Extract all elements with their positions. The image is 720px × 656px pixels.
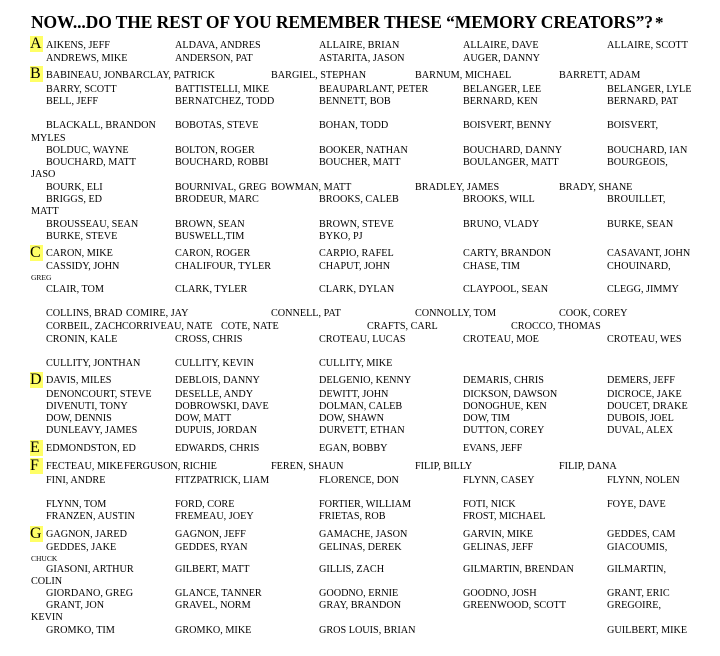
- name-entry: DAVIS, MILES: [46, 375, 112, 386]
- name-entry: DONOGHUE, KEN: [463, 401, 547, 412]
- name-entry: COOK, COREY: [559, 308, 628, 319]
- name-entry: AUGER, DANNY: [463, 53, 540, 64]
- name-entry: BARGIEL, STEPHAN: [271, 70, 367, 81]
- name-entry: FREMEAU, JOEY: [175, 511, 254, 522]
- name-row: [0, 375, 720, 387]
- name-entry: BELANGER, LYLE: [607, 84, 692, 95]
- name-entry: BOISVERT, BENNY: [463, 120, 552, 131]
- page-title: NOW...DO THE REST OF YOU REMEMBER THESE “MEMORY CREATORS”?: [31, 12, 653, 32]
- name-row: [0, 625, 720, 637]
- name-entry: GREGOIRE,: [607, 600, 662, 611]
- name-row: [0, 96, 720, 108]
- name-entry: BRADLEY, JAMES: [415, 182, 500, 193]
- name-entry: DUTTON, COREY: [463, 425, 545, 436]
- name-entry: FECTEAU, MIKE: [46, 461, 123, 472]
- name-entry: GAMACHE, JASON: [319, 529, 408, 540]
- name-entry: GAGNON, JARED: [46, 529, 127, 540]
- name-entry: FOTI, NICK: [463, 499, 516, 510]
- name-entry: CASAVANT, JOHN: [607, 248, 691, 259]
- name-row: [0, 401, 720, 413]
- name-entry: BURKE, SEAN: [607, 219, 674, 230]
- name-entry: BENNETT, BOB: [319, 96, 391, 107]
- name-entry: DUPUIS, JORDAN: [175, 425, 258, 436]
- name-entry: DOW, DENNIS: [46, 413, 112, 424]
- name-row: [0, 145, 720, 157]
- name-entry: GROMKO, TIM: [46, 625, 115, 636]
- name-entry: FILIP, DANA: [559, 461, 617, 472]
- name-entry: DESELLE, ANDY: [175, 389, 254, 400]
- name-row: [0, 308, 720, 320]
- name-entry: BROOKS, CALEB: [319, 194, 399, 205]
- name-entry: BOURGEOIS,: [607, 157, 668, 168]
- letter-label-f: F: [30, 458, 43, 474]
- name-entry: BRUNO, VLADY: [463, 219, 540, 230]
- name-entry: CROTEAU, LUCAS: [319, 334, 406, 345]
- name-entry: GILMARTIN,: [607, 564, 667, 575]
- name-entry: FRIETAS, ROB: [319, 511, 386, 522]
- name-entry: CONNOLLY, TOM: [415, 308, 497, 319]
- name-entry: ANDERSON, PAT: [175, 53, 253, 64]
- name-row: [0, 511, 720, 523]
- name-entry: BARCLAY, PATRICK: [122, 70, 216, 81]
- letter-label-g: G: [30, 525, 42, 542]
- name-entry: CARPIO, RAFEL: [319, 248, 394, 259]
- name-entry: GUILBERT, MIKE: [607, 625, 688, 636]
- name-overflow: CHUCK: [31, 554, 58, 563]
- name-entry: BOHAN, TODD: [319, 120, 389, 131]
- name-entry: BROWN, STEVE: [319, 219, 394, 230]
- name-entry: CHAPUT, JOHN: [319, 261, 391, 272]
- name-entry: BERNARD, KEN: [463, 96, 538, 107]
- name-entry: GROMKO, MIKE: [175, 625, 252, 636]
- name-row: [0, 261, 720, 273]
- name-entry: BRADY, SHANE: [559, 182, 633, 193]
- name-row: [0, 612, 720, 624]
- name-entry: BRODEUR, MARC: [175, 194, 259, 205]
- name-entry: ALLAIRE, BRIAN: [319, 40, 400, 51]
- name-entry: BOUCHARD, DANNY: [463, 145, 563, 156]
- name-entry: COMIRE, JAY: [126, 308, 189, 319]
- name-entry: BERNARD, PAT: [607, 96, 678, 107]
- letter-label-e: E: [30, 440, 43, 456]
- name-entry: BARRY, SCOTT: [46, 84, 117, 95]
- name-entry: CARON, ROGER: [175, 248, 251, 259]
- name-entry: GARVIN, MIKE: [463, 529, 533, 540]
- name-row: [0, 321, 720, 333]
- name-entry: CROTEAU, MOE: [463, 334, 539, 345]
- name-entry: BOLTON, ROGER: [175, 145, 255, 156]
- name-entry: DUVAL, ALEX: [607, 425, 674, 436]
- name-entry: FRANZEN, AUSTIN: [46, 511, 135, 522]
- name-entry: CHASE, TIM: [463, 261, 520, 272]
- name-overflow: GREG: [31, 273, 52, 282]
- name-entry: COTE, NATE: [221, 321, 279, 332]
- name-row: [0, 231, 720, 243]
- name-entry: GLANCE, TANNER: [175, 588, 262, 599]
- name-entry: GOODNO, ERNIE: [319, 588, 399, 599]
- name-entry: FILIP, BILLY: [415, 461, 473, 472]
- name-entry: CROTEAU, WES: [607, 334, 682, 345]
- name-entry: FORD, CORE: [175, 499, 235, 510]
- name-entry: CLARK, TYLER: [175, 284, 248, 295]
- name-row: [0, 413, 720, 425]
- letter-label-b: B: [30, 66, 43, 82]
- name-row: [0, 499, 720, 511]
- name-row: [0, 169, 720, 181]
- name-entry: EGAN, BOBBY: [319, 443, 388, 454]
- name-row: [0, 542, 720, 554]
- name-entry: DEBLOIS, DANNY: [175, 375, 260, 386]
- name-entry: BOWMAN, MATT: [271, 182, 352, 193]
- name-entry: GRANT, ERIC: [607, 588, 670, 599]
- name-overflow: JASO: [31, 169, 56, 180]
- name-row: [0, 120, 720, 132]
- name-entry: EDWARDS, CHRIS: [175, 443, 260, 454]
- name-entry: ASTARITA, JASON: [319, 53, 405, 64]
- name-row: [0, 219, 720, 231]
- name-entry: FROST, MICHAEL: [463, 511, 546, 522]
- name-entry: BARRETT, ADAM: [559, 70, 641, 81]
- name-entry: BARNUM, MICHAEL: [415, 70, 512, 81]
- name-entry: BOISVERT,: [607, 120, 658, 131]
- name-entry: BROWN, SEAN: [175, 219, 245, 230]
- name-entry: GILMARTIN, BRENDAN: [463, 564, 574, 575]
- name-entry: DENONCOURT, STEVE: [46, 389, 152, 400]
- name-entry: CASSIDY, JOHN: [46, 261, 120, 272]
- name-entry: BOUCHER, MATT: [319, 157, 401, 168]
- name-entry: DEMERS, JEFF: [607, 375, 675, 386]
- name-entry: ANDREWS, MIKE: [46, 53, 128, 64]
- name-row: [0, 443, 720, 455]
- name-entry: GRANT, JON: [46, 600, 105, 611]
- name-entry: GEDDES, JAKE: [46, 542, 117, 553]
- name-row: [0, 600, 720, 612]
- name-entry: BOUCHARD, MATT: [46, 157, 136, 168]
- name-entry: GOODNO, JOSH: [463, 588, 537, 599]
- name-entry: DEMARIS, CHRIS: [463, 375, 544, 386]
- name-overflow: COLIN: [31, 576, 63, 587]
- name-entry: DURVETT, ETHAN: [319, 425, 405, 436]
- name-entry: CORBEIL, ZACH: [46, 321, 123, 332]
- name-entry: CROCCO, THOMAS: [511, 321, 601, 332]
- name-entry: CHALIFOUR, TYLER: [175, 261, 272, 272]
- name-entry: DOBROWSKI, DAVE: [175, 401, 269, 412]
- name-entry: CULLITY, MIKE: [319, 358, 393, 369]
- name-row: [0, 334, 720, 346]
- name-entry: CROSS, CHRIS: [175, 334, 243, 345]
- name-row: [0, 529, 720, 541]
- name-entry: BELANGER, LEE: [463, 84, 542, 95]
- letter-label-a: A: [30, 35, 42, 52]
- name-row: [0, 194, 720, 206]
- name-row: [0, 133, 720, 145]
- name-row: [0, 206, 720, 218]
- name-entry: AIKENS, JEFF: [46, 40, 110, 51]
- name-row: [0, 40, 720, 52]
- name-entry: BRIGGS, ED: [46, 194, 103, 205]
- name-entry: BATTISTELLI, MIKE: [175, 84, 269, 95]
- name-entry: CULLITY, KEVIN: [175, 358, 255, 369]
- name-row: [0, 425, 720, 437]
- name-entry: CLAIR, TOM: [46, 284, 104, 295]
- name-entry: GREENWOOD, SCOTT: [463, 600, 566, 611]
- name-entry: GROS LOUIS, BRIAN: [319, 625, 416, 636]
- name-entry: CLARK, DYLAN: [319, 284, 395, 295]
- name-entry: BOBOTAS, STEVE: [175, 120, 259, 131]
- name-entry: FEREN, SHAUN: [271, 461, 344, 472]
- name-entry: DOW, MATT: [175, 413, 232, 424]
- name-entry: BROUSSEAU, SEAN: [46, 219, 139, 230]
- name-entry: GIACOUMIS,: [607, 542, 668, 553]
- name-entry: CARTY, BRANDON: [463, 248, 552, 259]
- name-entry: BOUCHARD, ROBBI: [175, 157, 269, 168]
- name-entry: FLYNN, TOM: [46, 499, 107, 510]
- letter-label-d: D: [30, 371, 42, 388]
- name-entry: DUBOIS, JOEL: [607, 413, 674, 424]
- name-entry: FORTIER, WILLIAM: [319, 499, 412, 510]
- name-row: [0, 157, 720, 169]
- name-entry: DOLMAN, CALEB: [319, 401, 403, 412]
- name-entry: CLEGG, JIMMY: [607, 284, 679, 295]
- name-entry: EDMONDSTON, ED: [46, 443, 136, 454]
- name-entry: CLAYPOOL, SEAN: [463, 284, 549, 295]
- name-entry: GRAVEL, NORM: [175, 600, 251, 611]
- name-entry: BURKE, STEVE: [46, 231, 118, 242]
- asterisk-mark: *: [655, 13, 664, 32]
- name-entry: CRAFTS, CARL: [367, 321, 438, 332]
- name-entry: BLACKALL, BRANDON: [46, 120, 156, 131]
- name-row: [0, 53, 720, 65]
- name-entry: GIASONI, ARTHUR: [46, 564, 134, 575]
- name-entry: GEDDES, CAM: [607, 529, 676, 540]
- name-entry: BOULANGER, MATT: [463, 157, 559, 168]
- name-overflow: MYLES: [31, 133, 66, 144]
- name-entry: GIORDANO, GREG: [46, 588, 134, 599]
- name-row: [0, 358, 720, 370]
- name-entry: COLLINS, BRAD: [46, 308, 123, 319]
- name-entry: DOUCET, DRAKE: [607, 401, 688, 412]
- name-entry: EVANS, JEFF: [463, 443, 523, 454]
- name-entry: ALLAIRE, DAVE: [463, 40, 539, 51]
- name-entry: BOLDUC, WAYNE: [46, 145, 129, 156]
- name-entry: BROOKS, WILL: [463, 194, 535, 205]
- name-entry: GRAY, BRANDON: [319, 600, 402, 611]
- name-entry: GEDDES, RYAN: [175, 542, 248, 553]
- name-row: [0, 461, 720, 473]
- name-entry: ALLAIRE, SCOTT: [607, 40, 688, 51]
- name-entry: FINI, ANDRE: [46, 475, 106, 486]
- name-entry: BROUILLET,: [607, 194, 666, 205]
- name-entry: BEAUPARLANT, PETER: [319, 84, 429, 95]
- name-entry: BOOKER, NATHAN: [319, 145, 408, 156]
- name-entry: DOW, SHAWN: [319, 413, 385, 424]
- name-entry: CORRIVEAU, NATE: [122, 321, 213, 332]
- letter-label-c: C: [30, 245, 43, 261]
- name-entry: GILBERT, MATT: [175, 564, 250, 575]
- name-entry: FOYE, DAVE: [607, 499, 666, 510]
- name-entry: FLORENCE, DON: [319, 475, 399, 486]
- name-entry: FLYNN, CASEY: [463, 475, 535, 486]
- name-overflow: MATT: [31, 206, 59, 217]
- name-row: [0, 475, 720, 487]
- name-entry: BELL, JEFF: [46, 96, 99, 107]
- name-entry: CHOUINARD,: [607, 261, 671, 272]
- name-entry: BYKO, PJ: [319, 231, 363, 242]
- name-entry: FERGUSON, RICHIE: [124, 461, 217, 472]
- name-entry: FLYNN, NOLEN: [607, 475, 680, 486]
- name-row: [0, 588, 720, 600]
- name-row: [0, 70, 720, 82]
- name-entry: DICROCE, JAKE: [607, 389, 682, 400]
- name-entry: GELINAS, JEFF: [463, 542, 534, 553]
- name-entry: GAGNON, JEFF: [175, 529, 246, 540]
- name-entry: GELINAS, DEREK: [319, 542, 402, 553]
- name-row: [0, 389, 720, 401]
- name-entry: CRONIN, KALE: [46, 334, 118, 345]
- name-row: [0, 84, 720, 96]
- name-overflow: KEVIN: [31, 612, 63, 623]
- name-row: [0, 182, 720, 194]
- name-entry: DIVENUTI, TONY: [46, 401, 128, 412]
- name-entry: DICKSON, DAWSON: [463, 389, 558, 400]
- name-row: [0, 284, 720, 296]
- name-entry: ALDAVA, ANDRES: [175, 40, 261, 51]
- name-row: [0, 564, 720, 576]
- name-entry: CARON, MIKE: [46, 248, 113, 259]
- name-entry: CULLITY, JONTHAN: [46, 358, 141, 369]
- name-entry: CONNELL, PAT: [271, 308, 341, 319]
- name-entry: BABINEAU, JON: [46, 70, 123, 81]
- name-entry: BERNATCHEZ, TODD: [175, 96, 275, 107]
- name-entry: BOUCHARD, IAN: [607, 145, 688, 156]
- name-row: [0, 576, 720, 588]
- name-entry: DOW, TIM: [463, 413, 510, 424]
- name-entry: GILLIS, ZACH: [319, 564, 385, 575]
- name-row: [0, 248, 720, 260]
- name-entry: DELGENIO, KENNY: [319, 375, 412, 386]
- name-entry: DEWITT, JOHN: [319, 389, 389, 400]
- name-entry: FITZPATRICK, LIAM: [175, 475, 270, 486]
- name-entry: BOURK, ELI: [46, 182, 103, 193]
- name-entry: DUNLEAVY, JAMES: [46, 425, 138, 436]
- name-entry: BUSWELL,TIM: [175, 231, 245, 242]
- name-entry: BOURNIVAL, GREG: [175, 182, 267, 193]
